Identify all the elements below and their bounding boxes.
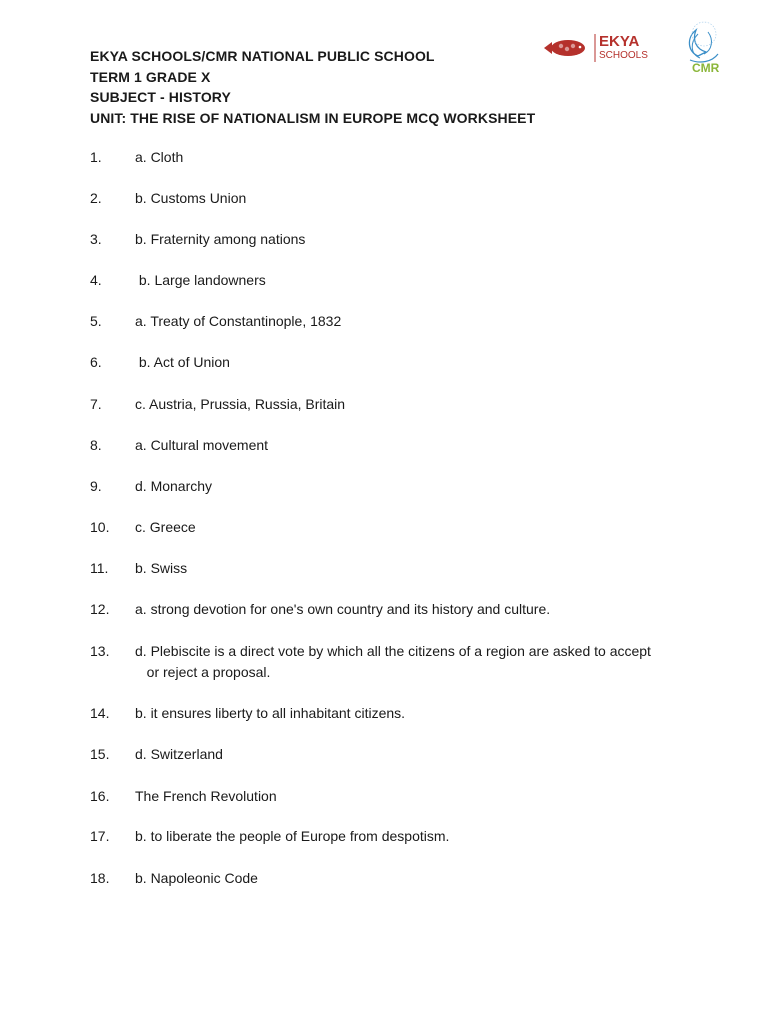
question-number: 4. [90,272,102,288]
answer-text: b. Fraternity among nations [135,231,306,247]
answer-text: b. it ensures liberty to all inhabitant citizens. [135,705,406,721]
subject-title: SUBJECT - HISTORY [90,89,231,105]
question-number: 12. [90,601,110,617]
answer-text: c. Austria, Prussia, Russia, Britain [135,396,346,412]
answer-text: The French Revolution [135,788,277,804]
answer-text: b. Swiss [135,560,188,576]
answer-text: b. to liberate the people of Europe from despotism. [135,828,450,844]
answer-text: c. Greece [135,519,196,535]
answer-text: b. Act of Union [135,354,230,370]
question-number: 9. [90,478,102,494]
ekya-cmr-logo [540,16,730,82]
answer-text: b. Large landowners [135,272,266,288]
swan-icon [689,22,718,62]
answer-text: b. Napoleonic Code [135,870,258,886]
school-name: EKYA SCHOOLS/CMR NATIONAL PUBLIC SCHOOL [90,48,435,64]
question-number: 1. [90,149,102,165]
question-number: 10. [90,519,110,535]
fish-icon [544,40,585,56]
question-number: 5. [90,313,102,329]
answer-text: a. Cloth [135,149,184,165]
answer-text: a. strong devotion for one's own country and its history and culture. [135,601,551,617]
cmr-wordmark: CMR [692,61,720,75]
question-number: 14. [90,705,110,721]
ekya-wordmark: EKYA [599,33,640,50]
term-grade: TERM 1 GRADE X [90,68,211,85]
question-number: 13. [90,643,110,659]
answer-text: a. Treaty of Constantinople, 1832 [135,313,342,329]
document-header [90,46,535,128]
question-number: 6. [90,354,102,370]
schools-wordmark: SCHOOLS [599,50,648,61]
answer-text: d. Monarchy [135,478,213,494]
question-number: 7. [90,396,102,412]
school-logos [540,16,730,82]
question-number: 15. [90,746,110,762]
answer-text: a. Cultural movement [135,437,269,453]
answer-text: d. Plebiscite is a direct vote by which all the citizens of a region are asked to accept or reject a proposal. [135,643,651,680]
question-number: 17. [90,828,110,844]
question-number: 18. [90,870,110,886]
unit-title: UNIT: THE RISE OF NATIONALISM IN EUROPE MCQ WORKSHEET [90,109,536,126]
question-number: 8. [90,437,102,453]
answer-text: b. Customs Union [135,190,247,206]
question-number: 11. [90,560,109,576]
question-number: 3. [90,231,102,247]
answer-text: d. Switzerland [135,746,223,762]
question-number: 2. [90,190,102,206]
question-number: 16. [90,788,110,804]
